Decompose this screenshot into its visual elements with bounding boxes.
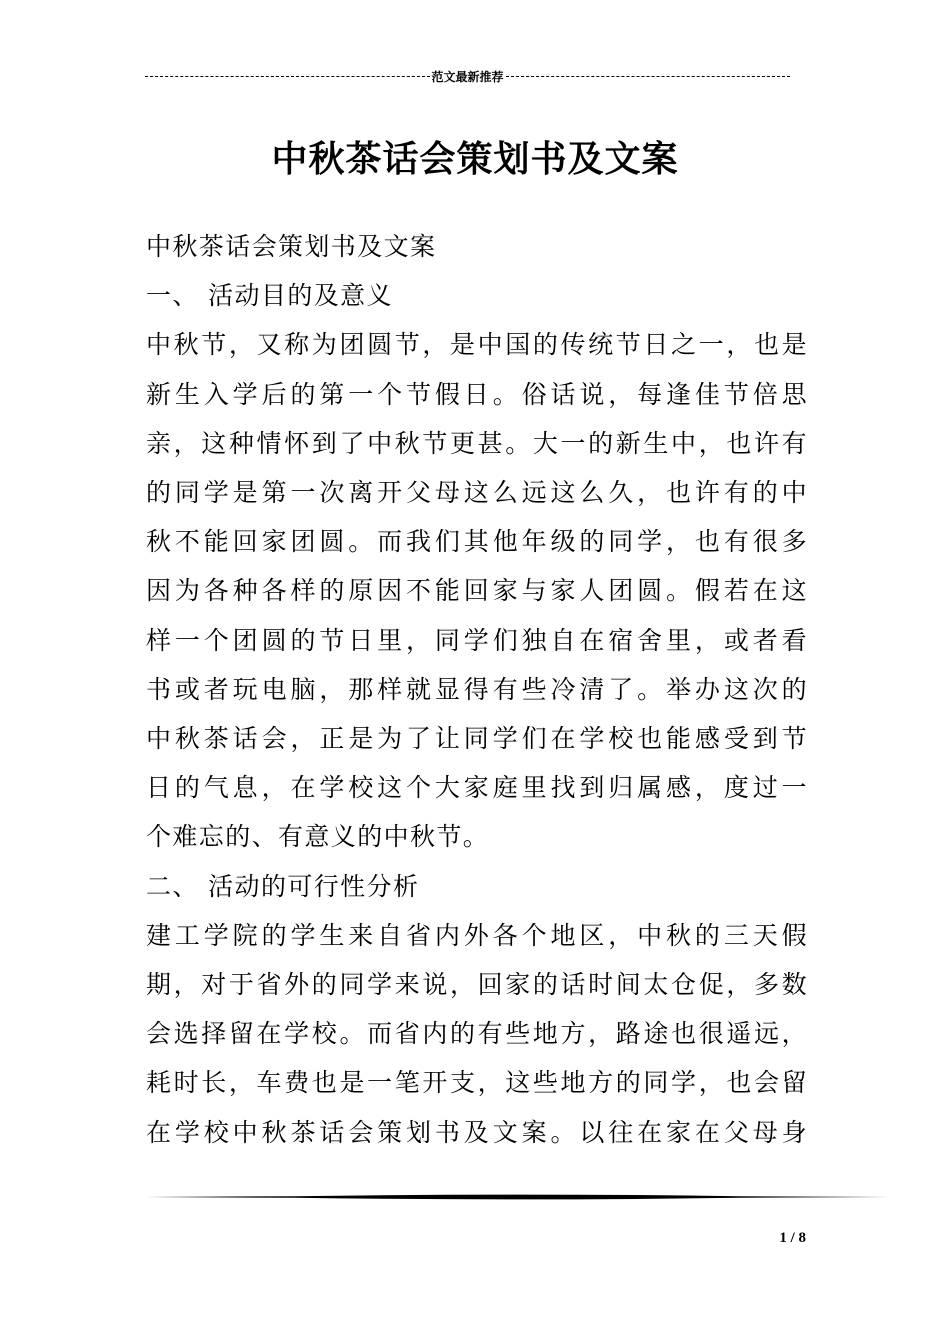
section-heading-feasibility: 二、 活动的可行性分析 xyxy=(146,871,420,901)
body-line: 亲，这种情怀到了中秋节更甚。大一的新生中，也许有 xyxy=(146,428,808,458)
body-line: 期，对于省外的同学来说，回家的话时间太仓促，多数 xyxy=(146,970,808,1000)
body-line: 样一个团圆的节日里，同学们独自在宿舍里，或者看 xyxy=(146,625,808,655)
header-dash-left xyxy=(145,76,430,77)
body-line: 在学校中秋茶话会策划书及文案。以往在家在父母身 xyxy=(146,1117,808,1147)
header-text: 范文最新推荐 xyxy=(431,69,504,84)
body-line: 会选择留在学校。而省内的有些地方，路途也很遥远， xyxy=(146,1019,808,1049)
body-line: 秋不能回家团圆。而我们其他年级的同学，也有很多 xyxy=(146,527,808,557)
body-line: 个难忘的、有意义的中秋节。 xyxy=(146,822,490,852)
page-header xyxy=(145,66,790,86)
body-line: 建工学院的学生来自省内外各个地区，中秋的三天假 xyxy=(146,920,808,950)
document-body xyxy=(146,222,808,1157)
body-line: 书或者玩电脑，那样就显得有些冷清了。举办这次的 xyxy=(146,674,808,704)
page-number: 1 / 8 xyxy=(779,1230,806,1246)
body-line: 耗时长，车费也是一笔开支，这些地方的同学，也会留 xyxy=(146,1068,808,1098)
body-line: 中秋茶话会，正是为了让同学们在学校也能感受到节 xyxy=(146,724,808,754)
section-heading-purpose: 一、 活动目的及意义 xyxy=(146,281,393,311)
body-line-subtitle: 中秋茶话会策划书及文案 xyxy=(146,232,437,261)
body-line: 的同学是第一次离开父母这么远这么久，也许有的中 xyxy=(146,478,808,508)
body-line: 中秋节，又称为团圆节，是中国的传统节日之一，也是 xyxy=(146,330,808,360)
document-title: 中秋茶话会策划书及文案 xyxy=(271,138,679,180)
body-line: 日的气息，在学校这个大家庭里找到归属感，度过一 xyxy=(146,773,808,803)
body-line: 因为各种各样的原因不能回家与家人团圆。假若在这 xyxy=(146,576,808,606)
body-line: 新生入学后的第一个节假日。俗话说，每逢佳节倍思 xyxy=(146,379,808,409)
footer-rule xyxy=(145,1193,890,1201)
header-dash-right xyxy=(506,76,791,77)
